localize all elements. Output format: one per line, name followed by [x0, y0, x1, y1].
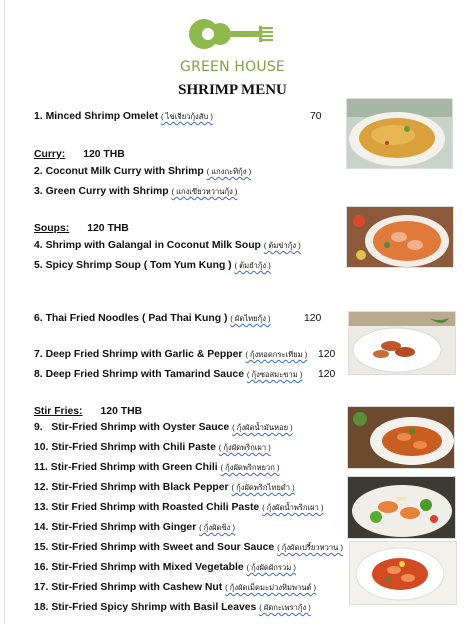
- item-thai-name: ( ผัดกะเพรากุ้ง ): [259, 603, 311, 612]
- item-thai-name: ( กุ้งผัดพริกหยวก ): [220, 463, 280, 472]
- item-name: Stir-Fried Shrimp with Chili Paste: [51, 442, 216, 453]
- item-name: Shrimp with Galangal in Coconut Milk Soup: [45, 240, 261, 251]
- section-header-curry: [34, 148, 125, 161]
- item-thai-name: ( กุ้งซอสมะขาม ): [246, 370, 303, 379]
- fried-shrimp-photo: [348, 311, 456, 375]
- menu-item-1: [34, 110, 213, 123]
- item-price: 120: [304, 313, 322, 324]
- item-name: Stir-Fried Shrimp with Black Pepper: [51, 482, 229, 493]
- item-thai-name: ( กุ้งผัดพริกไทยดำ ): [231, 483, 295, 492]
- item-thai-name: ( ต้มยำกุ้ง ): [234, 261, 271, 270]
- item-thai-name: ( แกงเขียวหวานกุ้ง ): [171, 187, 238, 196]
- menu-item-12: 12. Stir-Fried Shrimp with Black Pepper ( กุ้งผัดพริกไทยดำ ): [34, 482, 295, 493]
- section-price: 120 THB: [83, 149, 125, 160]
- menu-item-14: 14. Stir-Fried Shrimp with Ginger ( กุ้งผัดขิง ): [34, 522, 236, 533]
- item-thai-name: ( กุ้งผัดขิง ): [199, 523, 236, 532]
- section-label: Curry:: [34, 149, 66, 160]
- item-name: Coconut Milk Curry with Shrimp: [45, 166, 204, 177]
- item-thai-name: ( ต้มข่ากุ้ง ): [263, 241, 301, 250]
- section-header-stir-fries: [34, 405, 142, 418]
- section-label: Stir Fries:: [34, 406, 83, 417]
- item-name: Stir-Fried Shrimp with Cashew Nut: [51, 582, 223, 593]
- item-name: Stir-Fried Shrimp with Sweet and Sour Sauce: [51, 542, 275, 553]
- item-name: Spicy Shrimp Soup ( Tom Yum Kung ): [45, 260, 232, 271]
- item-thai-name: ( แกงกะทิกุ้ง ): [206, 167, 252, 176]
- menu-item-3: 3. Green Curry with Shrimp ( แกงเขียวหวานกุ้ง ): [34, 186, 238, 197]
- item-name: Stir-Fried Shrimp with Ginger: [51, 522, 197, 533]
- section-price: 120 THB: [100, 406, 143, 417]
- item-name: Thai Fried Noodles ( Pad Thai Kung ): [45, 313, 228, 324]
- menu-item-17: 17. Stir-Fried Shrimp with Cashew Nut ( กุ้งผัดเม็ดมะม่วงหิมพานต์ ): [34, 582, 317, 593]
- item-price: 70: [310, 111, 322, 122]
- item-name: Stir-Fried Spicy Shrimp with Basil Leaves: [51, 602, 257, 613]
- item-thai-name: ( กุ้งผัดผักรวม ): [246, 563, 296, 572]
- item-name: Stir Fried Shrimp with Roasted Chili Paste: [51, 502, 260, 513]
- guitar-fork-logo: [186, 14, 276, 54]
- menu-item-4: 4. Shrimp with Galangal in Coconut Milk Soup ( ต้มข่ากุ้ง ): [34, 240, 301, 251]
- menu-item-11: 11. Stir-Fried Shrimp with Green Chili ( กุ้งผัดพริกหยวก ): [34, 462, 280, 473]
- section-label: Soups:: [34, 223, 70, 234]
- item-name: Stir-Fried Shrimp with Green Chili: [50, 462, 218, 473]
- item-price: 120: [318, 349, 336, 360]
- item-name: Deep Fried Shrimp with Tamarind Sauce: [45, 369, 244, 380]
- item-thai-name: ( ผัดไทยกุ้ง ): [230, 314, 271, 323]
- item-name: Green Curry with Shrimp: [45, 186, 169, 197]
- item-thai-name: ( กุ้งทอดกระเทียม ): [245, 350, 308, 359]
- menu-item-18: 18. Stir-Fried Spicy Shrimp with Basil Leaves ( ผัดกะเพรากุ้ง ): [34, 602, 311, 613]
- sweet-sour-shrimp-photo: [349, 541, 457, 605]
- item-thai-name: ( กุ้งผัดเปรี้ยวหวาน ): [277, 543, 344, 552]
- menu-item-7: 7. Deep Fried Shrimp with Garlic & Pepper ( กุ้งทอดกระเทียม ): [34, 349, 308, 360]
- omelet-photo: [346, 98, 453, 169]
- mixed-vegetable-shrimp-photo: [347, 476, 456, 539]
- item-thai-name: ( ไข่เจียวกุ้งสับ ): [161, 112, 213, 121]
- soup-photo: [346, 206, 454, 268]
- menu-title: SHRIMP MENU: [178, 82, 287, 98]
- menu-item-2: 2. Coconut Milk Curry with Shrimp ( แกงกะทิกุ้ง ): [34, 166, 252, 177]
- item-name: Deep Fried Shrimp with Garlic & Pepper: [45, 349, 243, 360]
- menu-item-9: 9. Stir-Fried Shrimp with Oyster Sauce ( กุ้งผัดน้ำมันหอย ): [34, 422, 293, 433]
- oyster-sauce-shrimp-photo: [347, 406, 455, 469]
- menu-item-6: 6. Thai Fried Noodles ( Pad Thai Kung ) ( ผัดไทยกุ้ง ): [34, 313, 271, 324]
- menu-item-10: 10. Stir-Fried Shrimp with Chili Paste ( กุ้งผัดพริกเผา ): [34, 442, 271, 453]
- menu-item-8: 8. Deep Fried Shrimp with Tamarind Sauce ( กุ้งซอสมะขาม ): [34, 369, 303, 380]
- item-name: Stir-Fried Shrimp with Mixed Vegetable: [51, 562, 244, 573]
- section-header-soups: [34, 222, 129, 235]
- item-name: Minced Shrimp Omelet: [45, 111, 159, 122]
- section-price: 120 THB: [87, 223, 129, 234]
- item-thai-name: ( กุ้งผัดน้ำพริกเผา ): [262, 503, 324, 512]
- item-thai-name: ( กุ้งผัดน้ำมันหอย ): [232, 423, 293, 432]
- item-number: 1.: [34, 111, 43, 122]
- menu-item-5: 5. Spicy Shrimp Soup ( Tom Yum Kung ) ( ต้มยำกุ้ง ): [34, 260, 271, 271]
- item-thai-name: ( กุ้งผัดพริกเผา ): [218, 443, 271, 452]
- menu-item-16: 16. Stir-Fried Shrimp with Mixed Vegetable ( กุ้งผัดผักรวม ): [34, 562, 296, 573]
- item-price: 120: [318, 369, 336, 380]
- item-name: Stir-Fried Shrimp with Oyster Sauce: [51, 422, 230, 433]
- item-thai-name: ( กุ้งผัดเม็ดมะม่วงหิมพานต์ ): [225, 583, 317, 592]
- menu-item-15: 15. Stir-Fried Shrimp with Sweet and Sour Sauce ( กุ้งผัดเปรี้ยวหวาน ): [34, 542, 344, 553]
- menu-item-13: 13. Stir Fried Shrimp with Roasted Chili Paste ( กุ้งผัดน้ำพริกเผา ): [34, 502, 324, 513]
- brand-name: GREEN HOUSE: [180, 59, 285, 75]
